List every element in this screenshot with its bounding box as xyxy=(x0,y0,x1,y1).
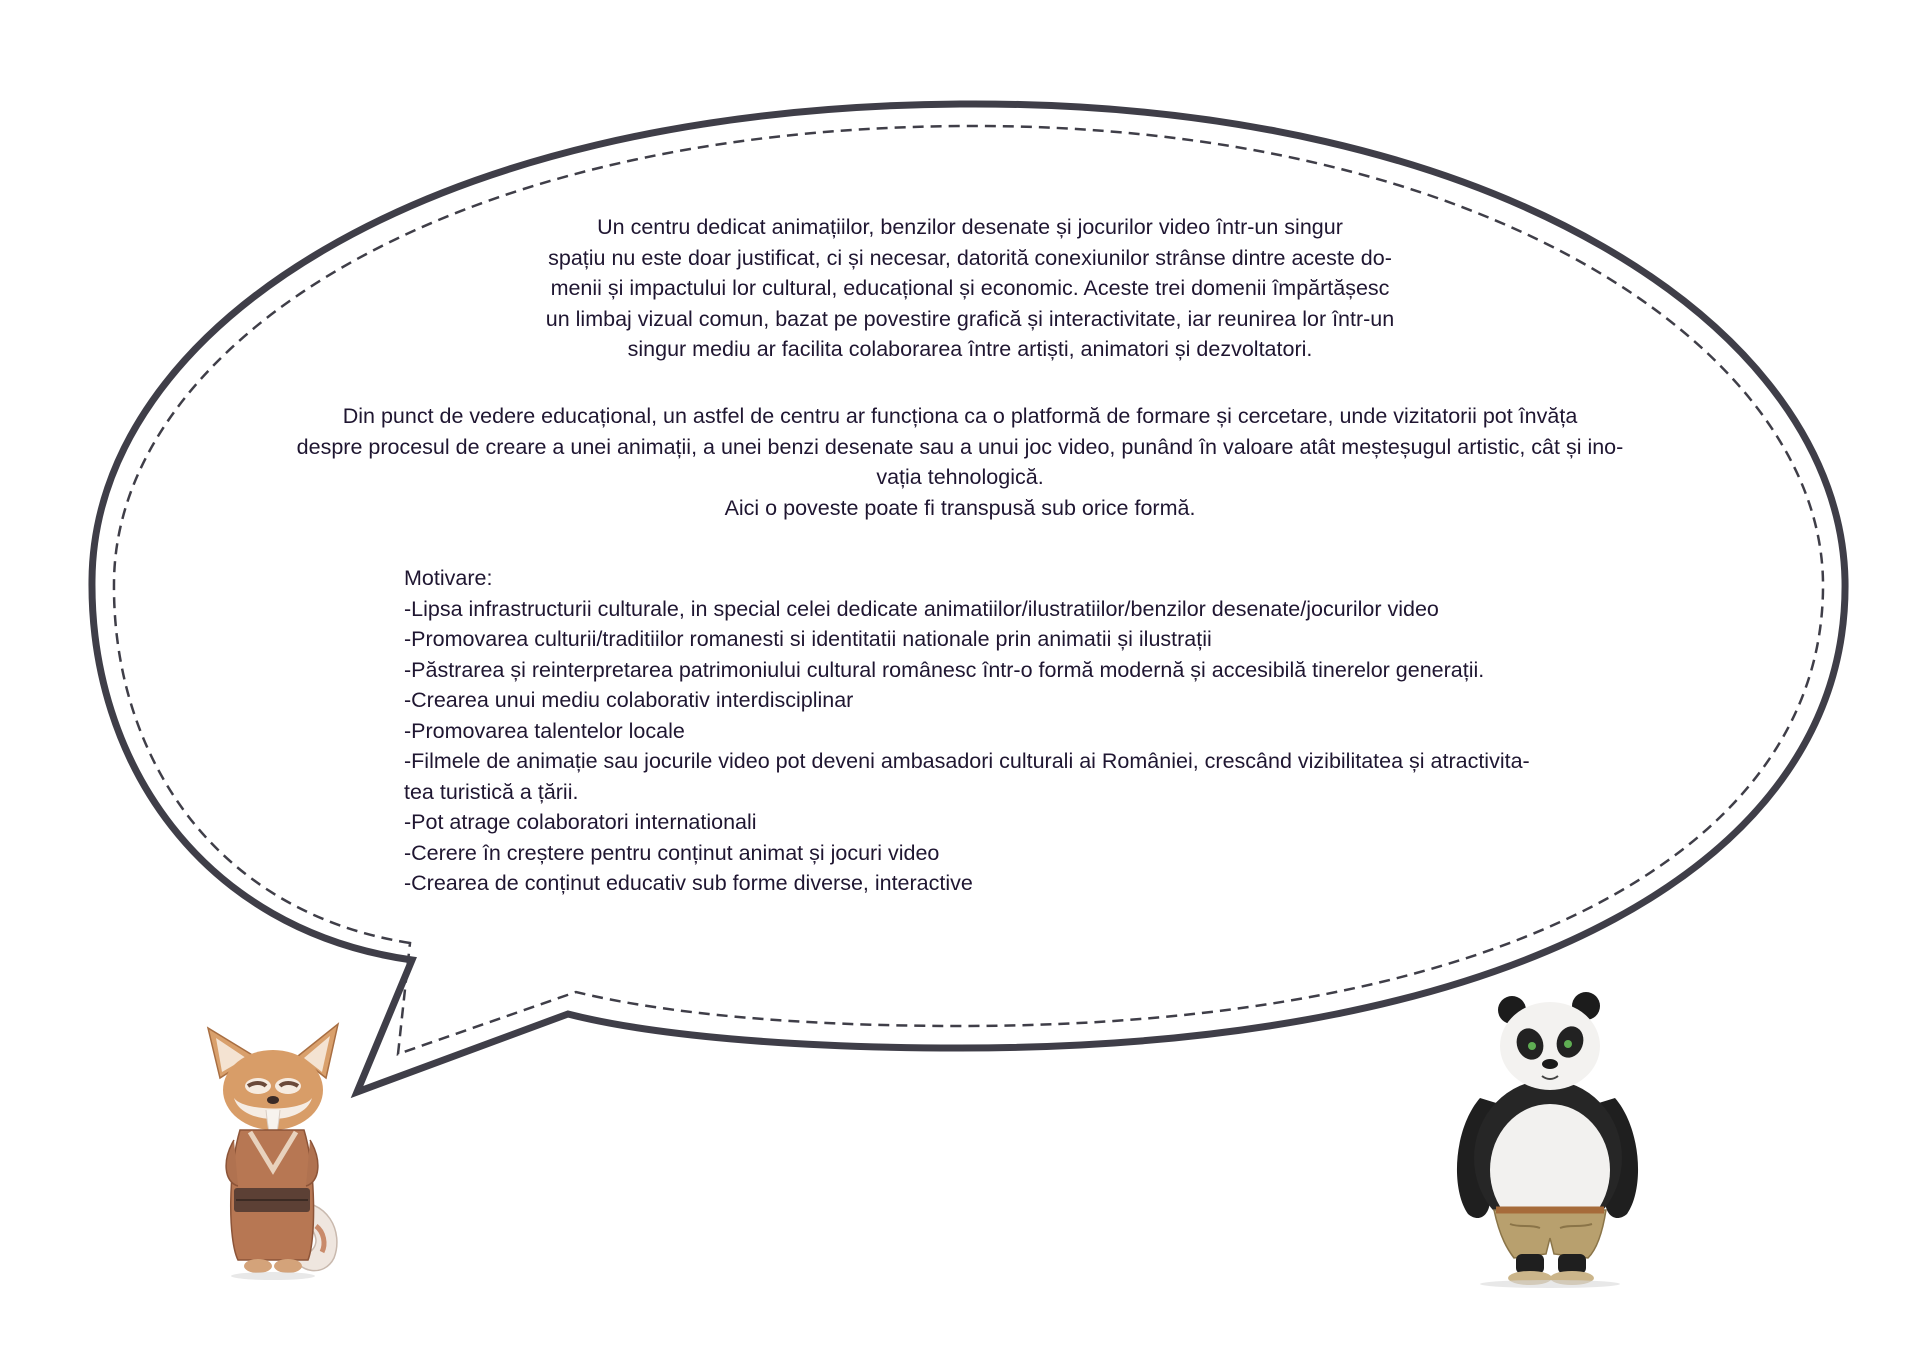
motivation-item: -Lipsa infrastructurii culturale, in special celei dedicate animatiilor/ilustratiilor/benzilor desenate/jocurilor video xyxy=(404,596,1439,621)
intro-line: un limbaj vizual comun, bazat pe povestire grafică și interactivitate, iar reunirea lor într-un xyxy=(545,306,1395,331)
motivation-item: -Cerere în creștere pentru conținut animat și jocuri video xyxy=(404,840,940,865)
red-panda-master-illustration-icon xyxy=(198,1020,348,1282)
intro-line: Un centru dedicat animațiilor, benzilor desenate și jocurilor video într-un singur xyxy=(597,215,1343,239)
motivation-item: -Promovarea culturii/traditiilor romanesti si identitatii nationale prin animatii și ilustrații xyxy=(404,627,1212,651)
motivation-item: -Promovarea talentelor locale xyxy=(404,718,685,743)
intro-line: singur mediu ar facilita colaborarea între artiști, animatori și dezvoltatori. xyxy=(627,337,1313,361)
motivation-item: -Păstrarea și reinterpretarea patrimoniului cultural românesc într-o formă modernă și accesibilă tinerelor generații. xyxy=(404,657,1485,682)
motivation-item: -Pot atrage colaboratori internationali xyxy=(404,810,757,834)
education-line: despre procesul de creare a unei animații, a unei benzi desenate sau a unui joc video, punând în valoare atât meșteșugul artistic, cât și ino- xyxy=(296,434,1624,459)
motivation-item: -Crearea de conținut educativ sub forme diverse, interactive xyxy=(404,871,973,895)
education-paragraph xyxy=(160,401,1760,523)
motivation-heading: Motivare: xyxy=(404,566,493,590)
giant-panda-illustration-icon xyxy=(1450,988,1645,1288)
motivation-list xyxy=(404,563,1784,899)
intro-line: spațiu nu este doar justificat, ci și necesar, datorită conexiunilor strânse dintre aceste do- xyxy=(548,245,1392,270)
intro-paragraph xyxy=(460,212,1480,365)
education-line: vația tehnologică. xyxy=(876,465,1044,489)
education-line: Din punct de vedere educațional, un astfel de centru ar funcționa ca o platformă de formare și cercetare, unde vizitatorii pot învăța xyxy=(342,404,1578,428)
intro-line: menii și impactului lor cultural, educațional și economic. Aceste trei domenii împărtășesc xyxy=(550,276,1390,300)
motivation-item: -Filmele de animație sau jocurile video pot deveni ambasadori culturali ai României, crescând vizibilitatea și atractivita- xyxy=(404,749,1530,773)
education-line: Aici o poveste poate fi transpusă sub orice formă. xyxy=(724,495,1196,520)
motivation-item: -Crearea unui mediu colaborativ interdisciplinar xyxy=(404,688,854,712)
motivation-item: tea turistică a țării. xyxy=(404,779,579,804)
